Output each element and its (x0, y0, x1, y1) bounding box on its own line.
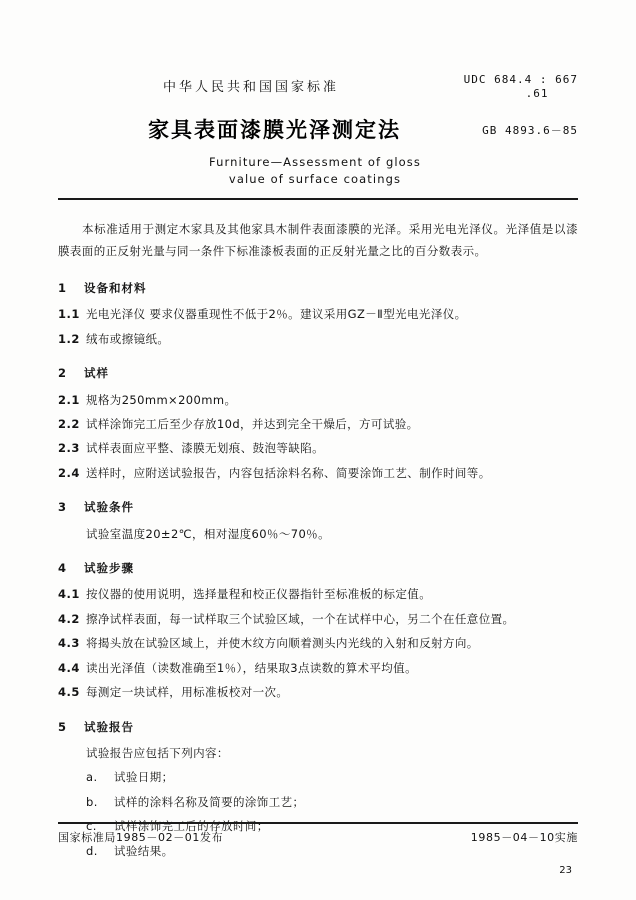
section-number-5: 5 (58, 719, 68, 734)
page-title: 家具表面漆膜光泽测定法 (148, 118, 401, 142)
list-item (58, 303, 578, 325)
document-content (58, 70, 578, 864)
item-text: 规格为250mm×200mm。 (86, 392, 237, 407)
item-number: 4.5 (58, 685, 80, 700)
document-footer (58, 822, 578, 876)
item-number: 2.2 (58, 416, 80, 431)
list-item (58, 389, 578, 411)
item-number: 4.1 (58, 587, 80, 602)
item-text: 送样时，应附送试验报告，内容包括涂料名称、简要涂饰工艺、制作时间等。 (86, 465, 491, 480)
section-heading-1 (58, 277, 578, 299)
scope-paragraph: 本标准适用于测定木家具及其他家具木制件表面漆膜的光泽。采用光电光泽仪。光泽值是以漆膜表面的正反射光量与同一条件下标准漆板表面的正反射光量之比的百分数表示。 (58, 222, 578, 259)
item-text: 试验日期； (114, 770, 174, 785)
list-item (58, 632, 578, 654)
section-number-4: 4 (58, 561, 68, 576)
item-number: 4.2 (58, 611, 80, 626)
item-number: 1.2 (58, 331, 80, 346)
list-item (58, 413, 578, 435)
section-number-3: 3 (58, 500, 68, 515)
udc-line-1: UDC 684.4 : 667 (463, 73, 578, 86)
item-text: 试样的涂料名称及简要的涂饰工艺； (114, 794, 305, 809)
issue-date: 国家标准局1985－02－01发布 (58, 831, 224, 844)
section-3-text: 试验室温度20±2℃，相对湿度60％～70％。 (86, 526, 330, 541)
section-title-4: 试验步骤 (84, 561, 134, 576)
item-number: 4.4 (58, 660, 80, 675)
section-5-text: 试验报告应包括下列内容： (86, 746, 229, 761)
item-number: 2.3 (58, 441, 80, 456)
section-title-3: 试验条件 (84, 500, 134, 515)
item-text: 试验结果。 (114, 843, 174, 858)
item-label: c. (86, 819, 97, 834)
list-item (58, 608, 578, 630)
section-heading-3 (58, 496, 578, 518)
item-label: d. (86, 843, 98, 858)
item-text: 试样表面应平整、漆膜无划痕、鼓泡等缺陷。 (86, 441, 324, 456)
document-header (58, 70, 578, 190)
section-title-5: 试验报告 (84, 719, 134, 734)
document-body (58, 218, 578, 862)
item-number: 2.1 (58, 392, 80, 407)
item-text: 光电光泽仪 要求仪器重现性不低于2％。建议采用GZ－Ⅱ型光电光泽仪。 (86, 307, 467, 322)
section-title-1: 设备和材料 (84, 280, 147, 295)
section-number-1: 1 (58, 280, 68, 295)
standard-organization-title: 中华人民共和国国家标准 (163, 80, 340, 95)
header-divider (58, 198, 578, 200)
udc-line-2: .61 (525, 86, 549, 100)
footer-row (58, 829, 578, 845)
title-english-line-1: Furniture—Assessment of gloss (209, 155, 421, 169)
item-text: 试样涂饰完工后至少存放10d，并达到完全干燥后，方可试验。 (86, 416, 419, 431)
list-item (58, 681, 578, 703)
item-text: 试样涂饰完工后的存放时间； (114, 819, 269, 834)
item-number: 1.1 (58, 307, 80, 322)
list-item (58, 791, 578, 813)
page-number: 23 (559, 865, 572, 876)
list-item (58, 766, 578, 788)
udc-classification (464, 73, 578, 101)
item-text: 每测定一块试样，用标准板校对一次。 (86, 685, 289, 700)
effective-date: 1985－04－10实施 (470, 831, 578, 844)
section-heading-5 (58, 716, 578, 738)
item-text: 绒布或擦镜纸。 (86, 331, 170, 346)
footer-divider (58, 822, 578, 824)
item-number: 2.4 (58, 465, 80, 480)
item-text: 按仪器的使用说明，选择量程和校正仪器指针至标准板的标定值。 (86, 587, 432, 602)
list-item (58, 657, 578, 679)
section-heading-4 (58, 557, 578, 579)
section-title-2: 试样 (84, 366, 109, 381)
list-item (58, 328, 578, 350)
item-text: 读出光泽值（读数准确至1％），结果取3点读数的算术平均值。 (86, 660, 417, 675)
item-text: 擦净试样表面，每一试样取三个试验区域，一个在试样中心，另二个在任意位置。 (86, 611, 515, 626)
item-label: b. (86, 794, 98, 809)
list-item (58, 437, 578, 459)
title-english-line-2: value of surface coatings (228, 171, 402, 186)
item-text: 将揭头放在试验区域上，并使木纹方向顺着测头内光线的入射和反射方向。 (86, 636, 479, 651)
item-label: a. (86, 770, 98, 785)
standard-number: GB 4893.6－85 (482, 124, 578, 137)
list-item (58, 462, 578, 484)
section-number-2: 2 (58, 366, 68, 381)
list-item (58, 583, 578, 605)
item-number: 4.3 (58, 636, 80, 651)
page-title-english (180, 154, 450, 187)
section-heading-2 (58, 362, 578, 384)
